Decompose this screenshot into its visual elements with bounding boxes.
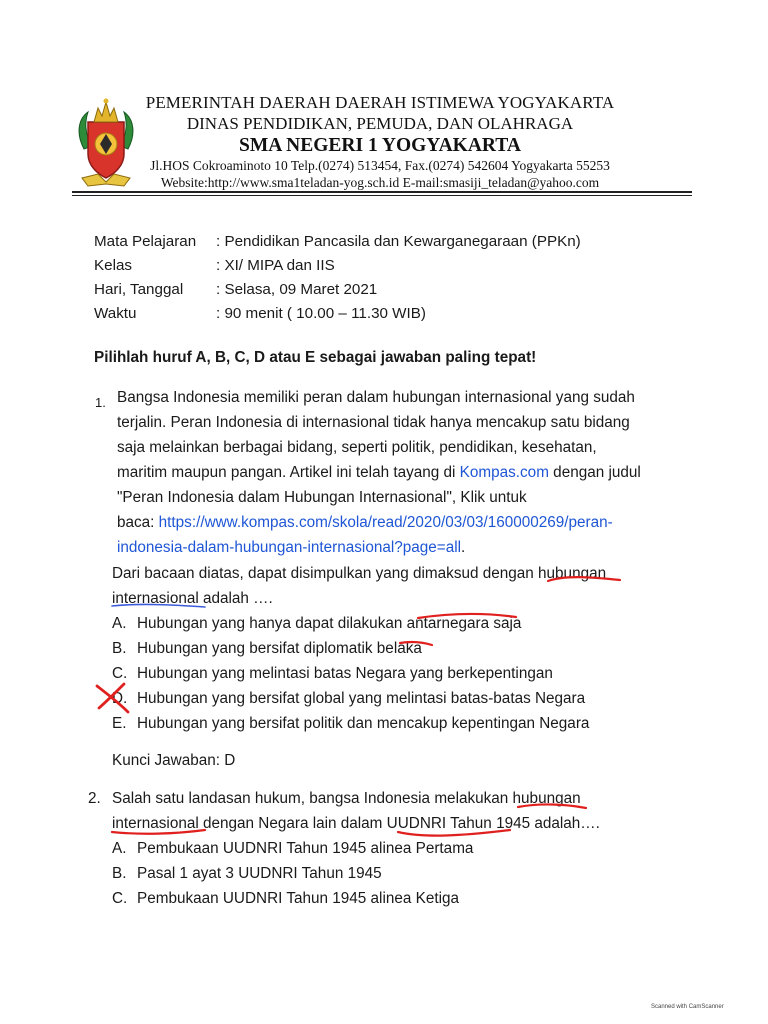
option-text: Hubungan yang hanya dapat dilakukan antarnegara saja [137, 615, 522, 632]
question-text: Dari bacaan diatas, dapat disimpulkan yang dimaksud dengan hubungan [112, 565, 607, 582]
option-text: Hubungan yang bersifat diplomatik belaka [137, 640, 422, 657]
school-address: Jl.HOS Cokroaminoto 10 Telp.(0274) 513454, Fax.(0274) 542604 Yogyakarta 55253 [150, 158, 610, 173]
option-c [112, 661, 606, 686]
option-b [112, 636, 606, 661]
kompas-link[interactable]: Kompas.com [459, 464, 549, 481]
option-b [112, 861, 600, 886]
option-c [112, 886, 600, 911]
info-value: : XI/ MIPA dan IIS [216, 257, 335, 274]
option-text: Pembukaan UUDNRI Tahun 1945 alinea Pertama [137, 840, 474, 857]
option-letter: A. [112, 615, 127, 632]
question-1-passage [117, 385, 641, 560]
passage-line: "Peran Indonesia dalam Hubungan Internasional", Klik untuk [117, 489, 527, 506]
school-contact: Website:http://www.sma1teladan-yog.sch.id E-mail:smasiji_teladan@yahoo.com [160, 175, 600, 190]
option-letter: C. [112, 890, 128, 907]
instruction-text: Pilihlah huruf A, B, C, D atau E sebagai jawaban paling tepat! [94, 349, 537, 366]
info-value: : 90 menit ( 10.00 – 11.30 WIB) [216, 305, 426, 322]
school-name: SMA NEGERI 1 YOGYAKARTA [239, 135, 521, 156]
question-2 [112, 786, 600, 911]
info-value: : Selasa, 09 Maret 2021 [216, 281, 378, 298]
article-url-link[interactable]: https://www.kompas.com/skola/read/2020/03/03/160000269/peran- [158, 514, 613, 531]
passage-line [117, 460, 641, 485]
passage-text: baca: [117, 514, 159, 531]
government-name: PEMERINTAH DAERAH DAERAH ISTIMEWA YOGYAKARTA [145, 93, 615, 112]
option-letter: D. [112, 690, 128, 707]
option-e [112, 711, 606, 736]
option-text: Pembukaan UUDNRI Tahun 1945 alinea Ketiga [137, 890, 460, 907]
info-label: Hari, Tanggal [94, 281, 184, 298]
question-text: internasional adalah …. [112, 590, 273, 607]
option-letter: B. [112, 640, 127, 657]
option-d [112, 686, 606, 711]
passage-text: dengan judul [548, 464, 641, 481]
scanner-watermark: Scanned with CamScanner [651, 1004, 724, 1010]
question-1 [112, 561, 606, 736]
info-label: Kelas [94, 257, 132, 274]
option-letter: A. [112, 840, 127, 857]
option-a [112, 836, 600, 861]
option-letter: C. [112, 665, 128, 682]
option-text: Hubungan yang bersifat politik dan mencakup kepentingan Negara [137, 715, 590, 732]
answer-key: Kunci Jawaban: D [112, 752, 236, 769]
option-letter: B. [112, 865, 127, 882]
question-text: internasional dengan Negara lain dalam UUDNRI Tahun 1945 adalah…. [112, 815, 600, 832]
info-label: Waktu [94, 305, 137, 322]
question-number: 2. [88, 790, 101, 807]
passage-line: Bangsa Indonesia memiliki peran dalam hubungan internasional yang sudah [117, 389, 635, 406]
passage-text: . [461, 539, 466, 556]
option-text: Hubungan yang melintasi batas Negara yang berkepentingan [137, 665, 553, 682]
question-number: 1. [95, 395, 106, 410]
letterhead-divider-thin [72, 195, 692, 196]
passage-line: terjalin. Peran Indonesia di internasional tidak hanya mencakup satu bidang [117, 414, 630, 431]
letterhead [140, 92, 620, 191]
passage-line: saja melainkan berbagai bidang, seperti politik, pendidikan, kesehatan, [117, 439, 597, 456]
info-value: : Pendidikan Pancasila dan Kewarganegaraan (PPKn) [216, 233, 581, 250]
regional-crest-logo [74, 94, 138, 190]
letterhead-divider [72, 191, 692, 193]
question-text: Salah satu landasan hukum, bangsa Indonesia melakukan hubungan [112, 790, 581, 807]
option-text: Hubungan yang bersifat global yang melintasi batas-batas Negara [137, 690, 586, 707]
info-label: Mata Pelajaran [94, 233, 197, 250]
option-letter: E. [112, 715, 127, 732]
department-name: DINAS PENDIDIKAN, PEMUDA, DAN OLAHRAGA [186, 114, 574, 133]
passage-text: maritim maupun pangan. Artikel ini telah tayang di [117, 464, 460, 481]
option-text: Pasal 1 ayat 3 UUDNRI Tahun 1945 [137, 865, 382, 882]
passage-line [117, 535, 641, 560]
article-url-link-cont[interactable]: indonesia-dalam-hubungan-internasional?page=all [117, 539, 462, 556]
passage-line [117, 510, 641, 535]
option-a [112, 611, 606, 636]
